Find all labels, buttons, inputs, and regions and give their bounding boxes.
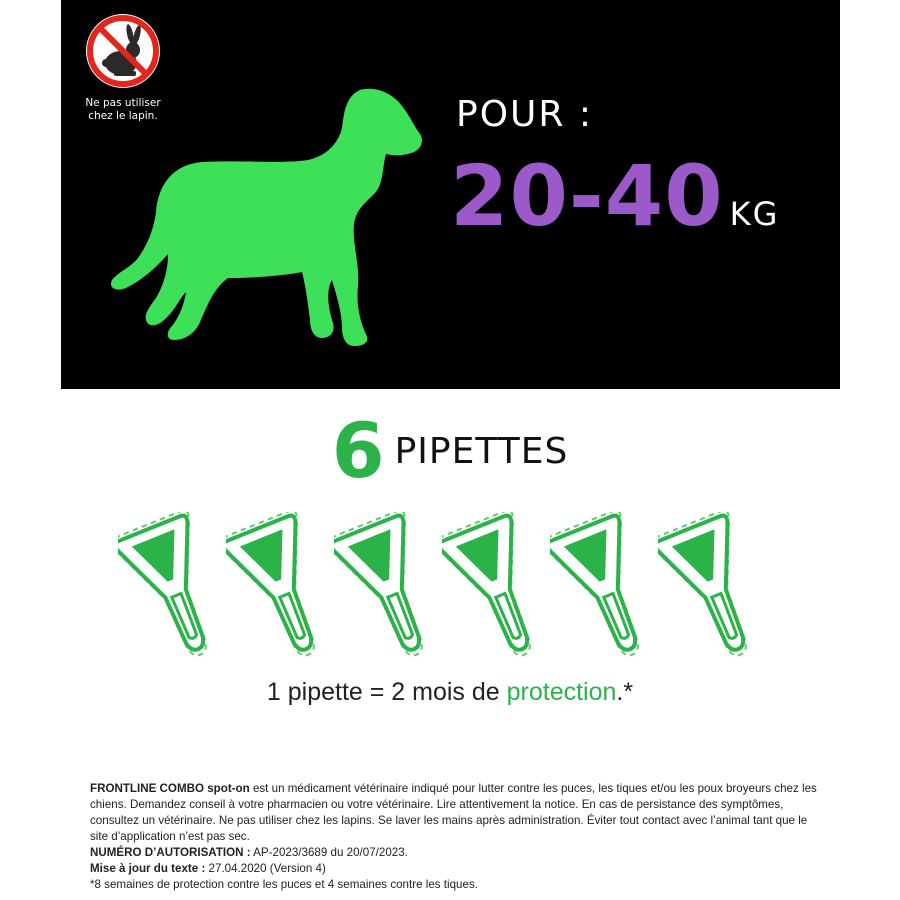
pipette-icon: [334, 512, 444, 662]
no-rabbit-icon: [84, 12, 162, 90]
pipettes-row: [118, 512, 788, 662]
legal-footnote: *8 semaines de protection contre les puces et 4 semaines contre les tiques.: [90, 878, 478, 891]
pipettes-label: PIPETTES: [394, 430, 569, 472]
pipette-icon: [118, 512, 228, 662]
pipette-count: 6: [331, 406, 385, 495]
tagline-prefix: 1 pipette = 2 mois de: [266, 678, 507, 706]
dog-silhouette-icon: [102, 84, 442, 354]
legal-update-label: Mise à jour du texte :: [90, 862, 206, 875]
legal-update: [90, 861, 820, 877]
hero-banner: [61, 0, 840, 389]
pour-label: POUR :: [456, 94, 593, 135]
weight-unit: KG: [729, 195, 780, 233]
tagline-highlight: protection: [506, 678, 617, 706]
legal-auth-value: AP-2023/3689 du 20/07/2023.: [250, 846, 408, 859]
legal-notice: [90, 781, 820, 893]
legal-authorization: [90, 845, 820, 861]
pipettes-heading: [0, 408, 900, 494]
pipette-icon: [658, 512, 768, 662]
weight-range: 20-40: [450, 147, 724, 245]
rabbit-warning-line-2: chez le lapin.: [88, 110, 158, 122]
tagline: [0, 678, 900, 707]
pipette-icon: [550, 512, 660, 662]
rabbit-warning-line-1: Ne pas utiliser: [85, 97, 161, 109]
legal-description: [90, 781, 820, 845]
legal-update-value: 27.04.2020 (Version 4): [205, 862, 326, 875]
pipette-icon: [226, 512, 336, 662]
weight-range-display: [450, 148, 779, 244]
pipette-icon: [442, 512, 552, 662]
legal-description-text: est un médicament vétérinaire indiqué pour lutter contre les puces, les tiques et/ou les poux broyeurs chez les chiens. Demandez conseil à votre pharmacien ou votre vétérinaire. Lire attentivement la notice. En cas de persistance des symptômes, consultez un vétérinaire. Ne pas utiliser chez les lapins. Se laver les mains après administration. Éviter tout contact avec l’animal tant que le site d’application n’est pas sec.: [90, 782, 817, 843]
legal-product-name: FRONTLINE COMBO spot-on: [90, 782, 250, 795]
legal-auth-label: NUMÉRO D’AUTORISATION :: [90, 846, 251, 859]
tagline-suffix: .*: [616, 678, 634, 706]
